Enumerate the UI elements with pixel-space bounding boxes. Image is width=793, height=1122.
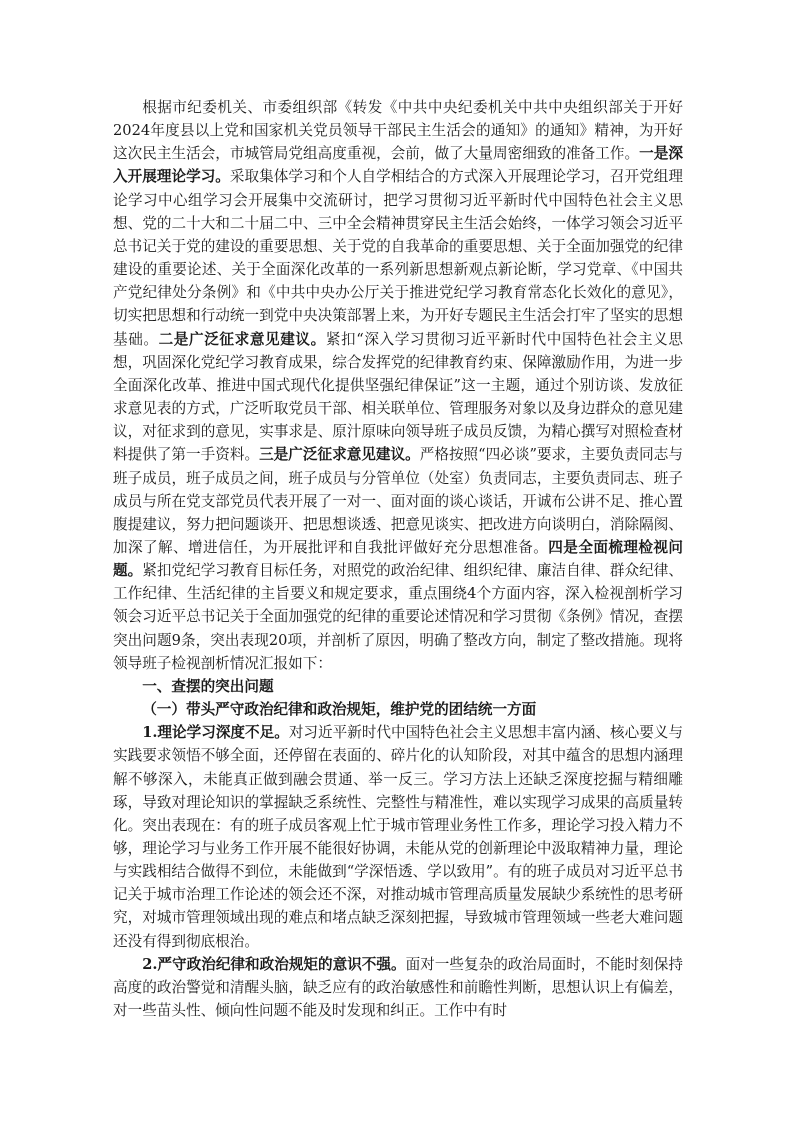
intro-text-5: 紧扣党纪学习教育目标任务，对照党的政治纪律、组织纪律、廉洁自律、群众纪律、工作纪律、生活纪律的主旨要义和规定要求，重点围绕4个方面内容，深入检视剖析学习领会习近平总书记关于全面加强党的纪律的重要论述情况和学习贯彻《条例》情况，查摆突出问题9条，突出表现20项，并剖析了原因，明确了整改方向，制定了整改措施。现将领导班子检视剖析情况汇报如下： — [113, 562, 683, 672]
item-paragraph-1 — [113, 721, 683, 953]
intro-point-1: 一是深入开展理论学习。 — [113, 145, 683, 186]
subsection-heading: （一）带头严守政治纪律和政治规矩，维护党的团结统一方面 — [142, 701, 537, 719]
intro-text-1: 根据市纪委机关、市委组织部《转发《中共中央纪委机关中共中央组织部关于开好2024年度县以上党和国家机关党员领导干部民主生活会的通知》的通知》精神，为开好这次民主生活会，市城管局党组高度重视，会前，做了大量周密细致的准备工作。 — [113, 99, 683, 163]
intro-paragraph — [113, 96, 683, 675]
item-1-text: 对习近平新时代中国特色社会主义思想丰富内涵、核心要义与实践要求领悟不够全面，还停留在表面的、碎片化的认知阶段，对其中蕴含的思想内涵理解不够深入，未能真正做到融会贯通、举一反三。学习方法上还缺乏深度挖掘与精细雕琢，导致对理论知识的掌握缺乏系统性、完整性与精准性，难以实现学习成果的高质量转化。突出表现在：有的班子成员客观上忙于城市管理业务性工作多，理论学习投入精力不够，理论学习与业务工作开展不能很好协调，未能从党的创新理论中汲取精神力量，理论与实践相结合做得不到位，未能做到“学深悟透、学以致用”。有的班子成员对习近平总书记关于城市治理工作论述的领会还不深，对推动城市管理高质量发展缺少系统性的思考研究，对城市管理领域出现的难点和堵点缺乏深刻把握，导致城市管理领域一些老大难问题还没有得到彻底根治。 — [113, 724, 683, 950]
item-1-title: 1.理论学习深度不足。 — [142, 724, 289, 742]
intro-text-2: 采取集体学习和个人自学相结合的方式深入开展理论学习，召开党组理论学习中心组学习会开展集中交流研讨，把学习贯彻习近平新时代中国特色社会主义思想、党的二十大和二十届二中、三中全会精神贯穿民主生活会始终，一体学习领会习近平总书记关于党的建设的重要思想、关于党的自我革命的重要思想、关于全面加强党的纪律建设的重要论述、关于全面深化改革的一系列新思想新观点新论断，学习党章、《中国共产党纪律处分条例》和《中共中央办公厅关于推进党纪学习教育常态化长效化的意见》，切实把思想和行动统一到党中央决策部署上来，为开好专题民主生活会打牢了坚实的思想基础。 — [113, 168, 683, 348]
item-2-title: 2.严守政治纪律和政治规矩的意识不强。 — [142, 955, 406, 973]
intro-point-3: 三是广泛征求意见建议。 — [259, 446, 420, 464]
section-heading: 一、查摆的突出问题 — [142, 677, 274, 695]
intro-text-4: 严格按照“四必谈”要求，主要负责同志与班子成员，班子成员之间，班子成员与分管单位（处室）负责同志，主要负责同志、班子成员与所在党支部党员代表开展了一对一、面对面的谈心谈话，开诚布公讲不足、推心置腹提建议，努力把问题谈开、把思想谈透、把意见谈实、把改进方向谈明白，消除隔阂、加深了解、增进信任，为开展批评和自我批评做好充分思想准备。 — [113, 446, 683, 556]
item-2-text: 面对一些复杂的政治局面时，不能时刻保持高度的政治警觉和清醒头脑，缺乏应有的政治敏感性和前瞻性判断，思想认识上有偏差，对一些苗头性、倾向性问题不能及时发现和纠正。工作中有时 — [113, 955, 683, 1020]
item-paragraph-2 — [113, 953, 683, 1022]
document-page — [113, 96, 683, 1022]
intro-point-2: 二是广泛征求意见建议。 — [158, 330, 326, 348]
intro-text-3: 紧扣“深入学习贯彻习近平新时代中国特色社会主义思想，巩固深化党纪学习教育成果，综合发挥党的纪律教育约束、保障激励作用，为进一步全面深化改革、推进中国式现代化提供坚强纪律保证”这一主题，通过个别访谈、发放征求意见表的方式，广泛听取党员干部、相关联单位、管理服务对象以及身边群众的意见建议，对征求到的意见，实事求是、原汁原味向领导班子成员反馈，为精心撰写对照检查材料提供了第一手资料。 — [113, 330, 683, 464]
intro-point-4: 四是全面梳理检视问题。 — [113, 538, 683, 580]
